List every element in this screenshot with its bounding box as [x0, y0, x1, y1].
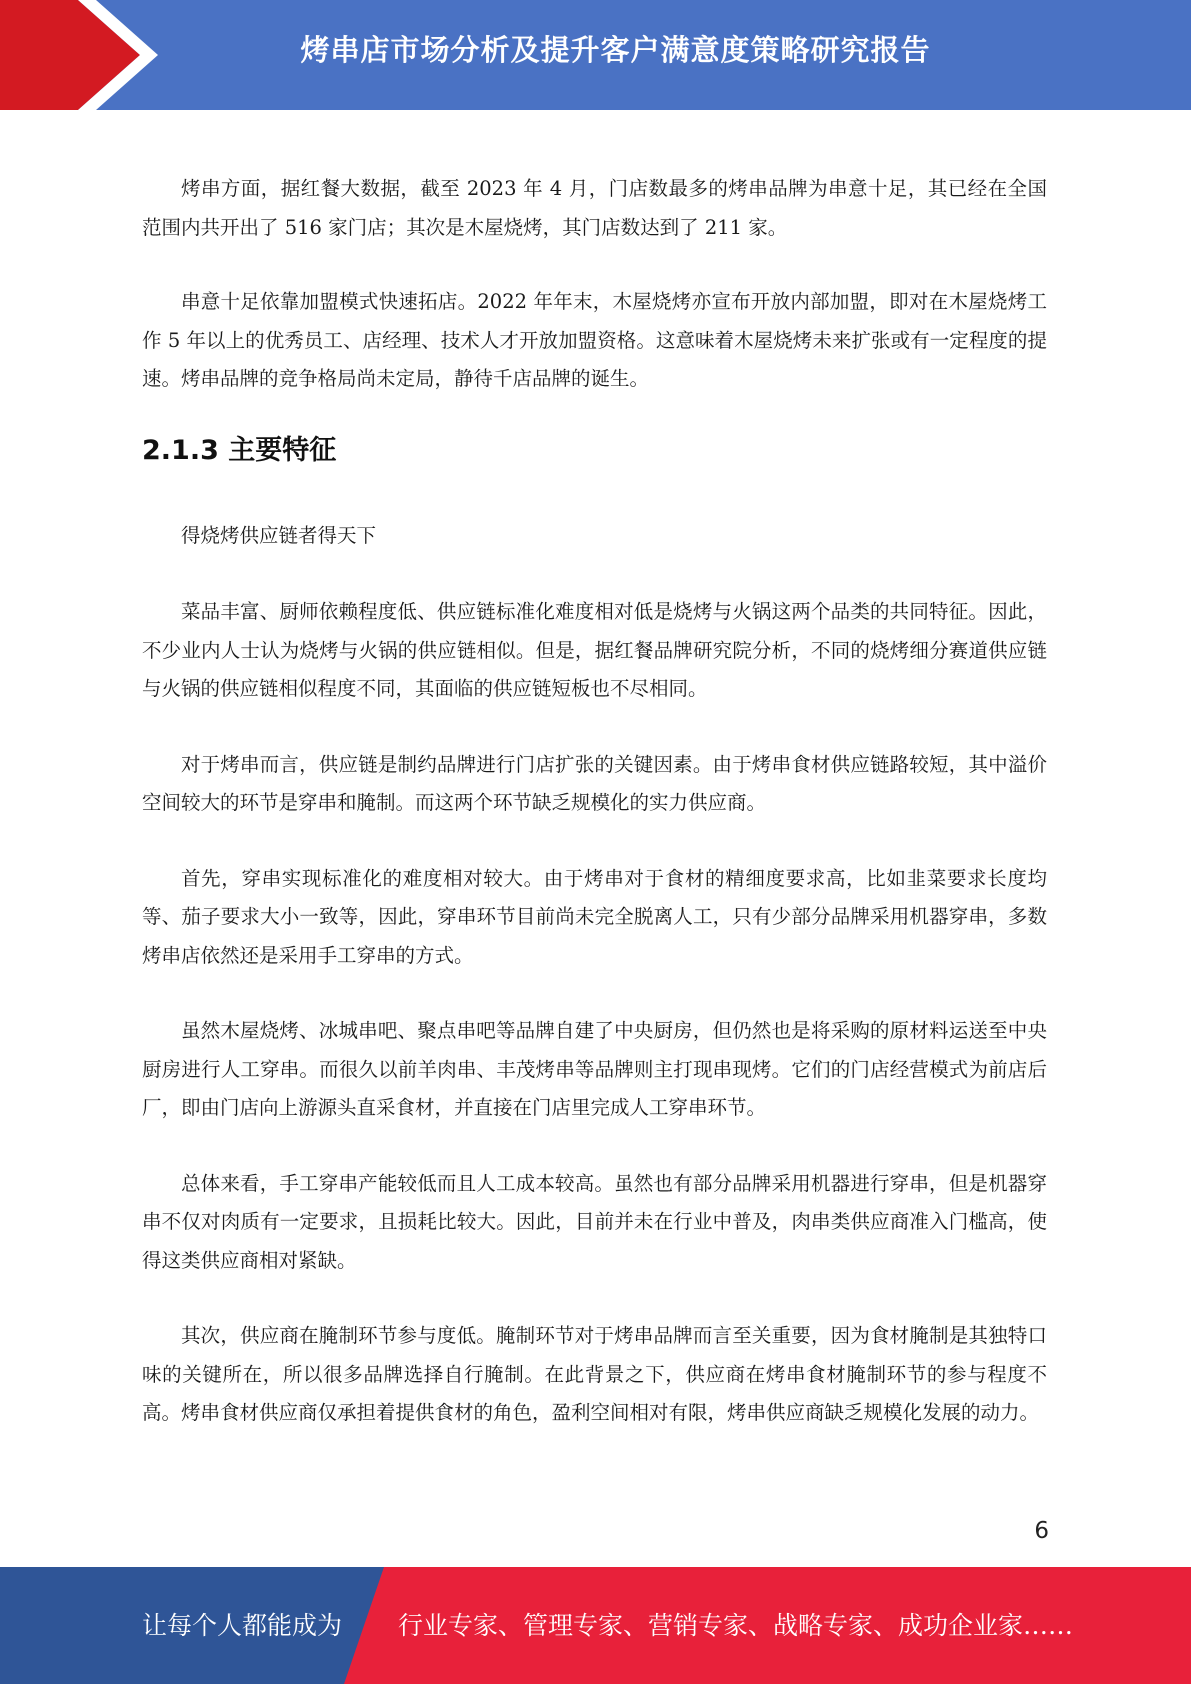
- paragraph: 虽然木屋烧烤、冰城串吧、聚点串吧等品牌自建了中央厨房，但仍然也是将采购的原材料运送至中央厨房进行人工穿串。而很久以前羊肉串、丰茂烤串等品牌则主打现串现烤。它们的门店经营模式为前店后厂，即由门店向上游源头直采食材，并直接在门店里完成人工穿串环节。: [142, 1019, 1047, 1119]
- paragraph: 对于烤串而言，供应链是制约品牌进行门店扩张的关键因素。由于烤串食材供应链路较短，其中溢价空间较大的环节是穿串和腌制。而这两个环节缺乏规模化的实力供应商。: [142, 752, 1047, 814]
- paragraph: 菜品丰富、厨师依赖程度低、供应链标准化难度相对低是烧烤与火锅这两个品类的共同特征。因此，不少业内人士认为烧烤与火锅的供应链相似。但是，据红餐品牌研究院分析，不同的烧烤细分赛道供应链与火锅的供应链相似程度不同，其面临的供应链短板也不尽相同。: [142, 600, 1047, 700]
- section-heading: 2.1.3 主要特征: [142, 434, 337, 466]
- paragraph: 串意十足依靠加盟模式快速拓店。2022 年年末，木屋烧烤亦宣布开放内部加盟，即对在木屋烧烤工作 5 年以上的优秀员工、店经理、技术人才开放加盟资格。这意味着木屋烧烤未来扩张或有一定程度的提速。烤串品牌的竞争格局尚未定局，静待千店品牌的诞生。: [142, 290, 1047, 390]
- footer-slogan-right: 行业专家、管理专家、营销专家、战略专家、成功企业家……: [398, 1611, 1074, 1640]
- page-header: [0, 0, 1191, 110]
- paragraph: 得烧烤供应链者得天下: [181, 523, 377, 547]
- paragraph: 烤串方面，据红餐大数据，截至 2023 年 4 月，门店数最多的烤串品牌为串意十足，其已经在全国范围内共开出了 516 家门店；其次是木屋烧烤，其门店数达到了 211 家。: [142, 177, 1047, 239]
- page-body: [142, 170, 1047, 1433]
- footer-slogan-left: 让每个人都能成为: [142, 1611, 343, 1640]
- paragraph: 其次，供应商在腌制环节参与度低。腌制环节对于烤串品牌而言至关重要，因为食材腌制是其独特口味的关键所在，所以很多品牌选择自行腌制。在此背景之下，供应商在烤串食材腌制环节的参与程度不高。烤串食材供应商仅承担着提供食材的角色，盈利空间相对有限，烤串供应商缺乏规模化发展的动力。: [142, 1324, 1047, 1424]
- page-footer: [0, 1567, 1191, 1684]
- paragraph: 首先，穿串实现标准化的难度相对较大。由于烤串对于食材的精细度要求高，比如韭菜要求长度均等、茄子要求大小一致等，因此，穿串环节目前尚未完全脱离人工，只有少部分品牌采用机器穿串，多数烤串店依然还是采用手工穿串的方式。: [142, 866, 1047, 967]
- paragraph: 总体来看，手工穿串产能较低而且人工成本较高。虽然也有部分品牌采用机器进行穿串，但是机器穿串不仅对肉质有一定要求，且损耗比较大。因此，目前并未在行业中普及，肉串类供应商准入门槛高，使得这类供应商相对紧缺。: [142, 1171, 1047, 1272]
- document-title: 烤串店市场分析及提升客户满意度策略研究报告: [300, 33, 931, 67]
- page-number: 6: [1034, 1518, 1049, 1544]
